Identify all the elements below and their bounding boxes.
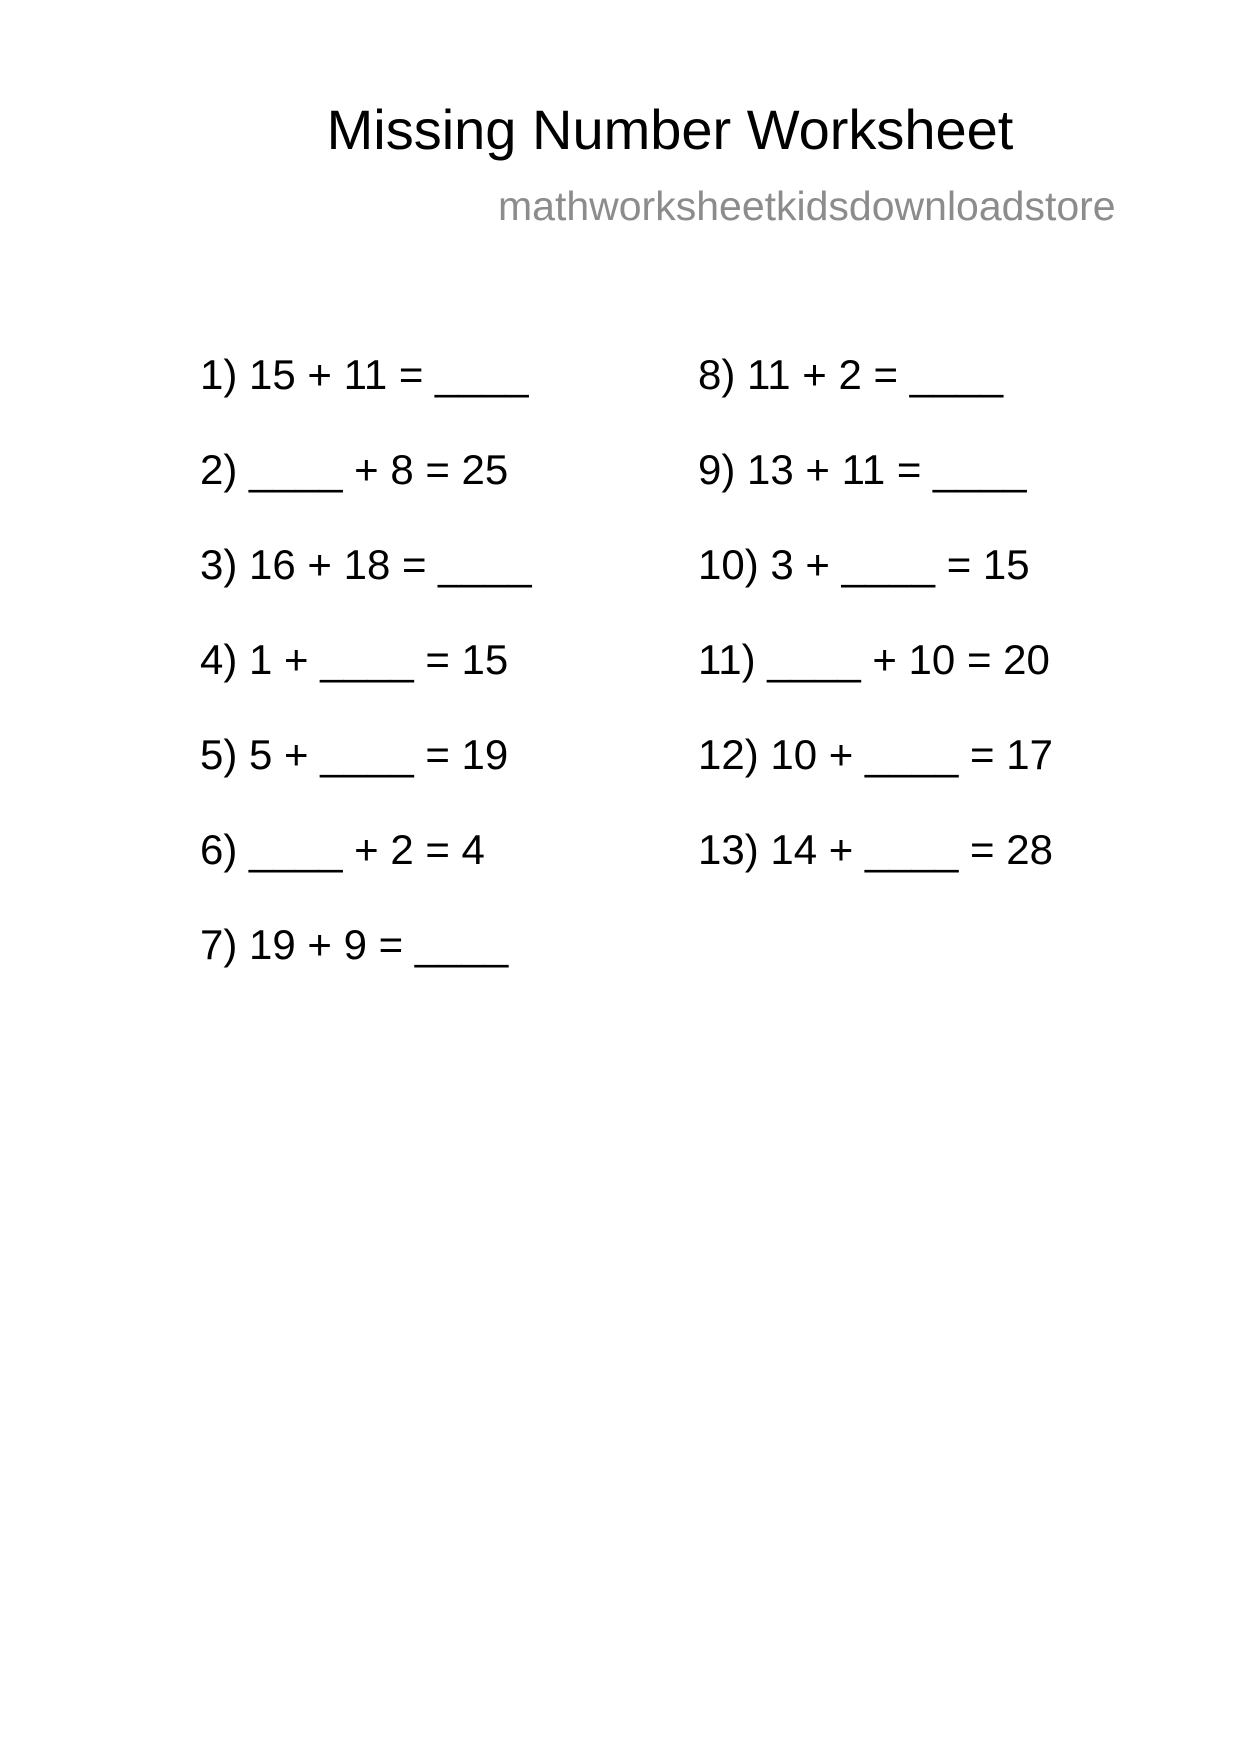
problem-item: 13) 14 + ____ = 28 [698,826,1053,873]
problem-item: 11) ____ + 10 = 20 [698,636,1050,683]
problem-item: 12) 10 + ____ = 17 [698,731,1053,778]
problem-item: 6) ____ + 2 = 4 [200,826,485,873]
problem-column-right [698,350,1053,920]
page-title: Missing Number Worksheet [326,98,1014,161]
problem-item: 1) 15 + 11 = ____ [200,351,529,398]
problem-item: 3) 16 + 18 = ____ [200,541,532,588]
problem-item: 9) 13 + 11 = ____ [698,446,1027,493]
problem-item: 7) 19 + 9 = ____ [200,921,509,968]
problem-item: 2) ____ + 8 = 25 [200,446,509,493]
problem-item: 4) 1 + ____ = 15 [200,636,509,683]
problem-item: 5) 5 + ____ = 19 [200,731,509,778]
problem-item: 10) 3 + ____ = 15 [698,541,1030,588]
site-name: mathworksheetkidsdownloadstore [498,183,1116,229]
problem-item: 8) 11 + 2 = ____ [698,351,1004,398]
problem-column-left [200,350,532,1015]
